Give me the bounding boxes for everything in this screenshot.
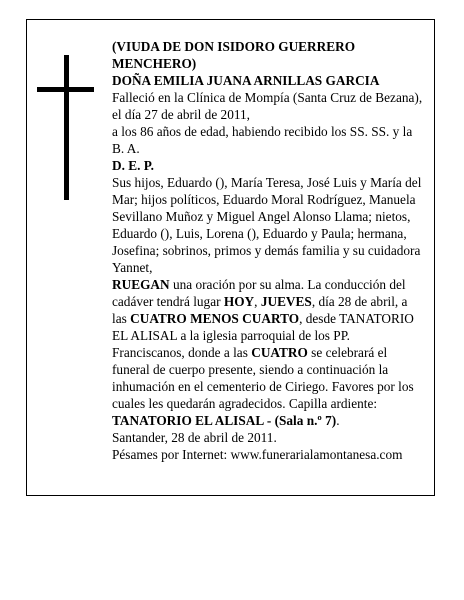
dep-label: D. E. P. (112, 158, 154, 173)
time-label: CUATRO MENOS CUARTO (130, 311, 300, 326)
obituary-text (112, 38, 424, 463)
deceased-name: DOÑA EMILIA JUANA ARNILLAS GARCIA (112, 73, 380, 88)
cross-icon-bar (37, 87, 94, 92)
hoy-label: HOY (223, 294, 255, 309)
funeral-text-2: , día 28 de abril, a las (112, 294, 408, 326)
chapel-label: TANATORIO EL ALISAL - (Sala n.º 7) (112, 413, 337, 428)
widow-subtitle: (VIUDA DE DON ISIDORO GUERRERO MENCHERO) (112, 39, 356, 71)
funeral-comma: , (254, 294, 261, 309)
funeral-text-1: una oración por su alma. La conducción del cadáver tendrá lugar (112, 277, 406, 309)
funeral-text-5: . (336, 413, 340, 428)
death-info: Falleció en la Clínica de Mompía (Santa Cruz de Bezana), el día 27 de abril de 2011, (112, 90, 423, 122)
mass-time-label: CUATRO (251, 345, 308, 360)
jueves-label: JUEVES (260, 294, 312, 309)
place-date: Santander, 28 de abril de 2011. (112, 430, 277, 445)
family-list: Sus hijos, Eduardo (), María Teresa, José Luis y María del Mar; hijos políticos, Eduardo Moral Rodríguez, Manuela Sevillano Muñoz y Miguel Angel Alonso Llama; nietos, Eduardo (), Luis, Lorena (), Eduardo y Paula; hermana, Josefina; sobrinos, primos y demás familia y su cuidadora Yannet, (112, 175, 422, 275)
funeral-details (112, 276, 424, 429)
funeral-text-4: se celebrará el funeral de cuerpo presente, siendo a continuación la inhumación en el cementerio de Ciriego. Favores por los cuales les quedarán agradecidos. Capilla ardiente: (112, 345, 414, 411)
age-sacraments: a los 86 años de edad, habiendo recibido los SS. SS. y la B. A. (112, 124, 413, 156)
cross-icon (64, 55, 69, 200)
condolences-url: Pésames por Internet: www.funerarialamontanesa.com (112, 447, 403, 462)
funeral-text-3: , desde TANATORIO EL ALISAL a la iglesia parroquial de los PP. Franciscanos, donde a las (112, 311, 414, 360)
ruegan-label: RUEGAN (112, 277, 170, 292)
